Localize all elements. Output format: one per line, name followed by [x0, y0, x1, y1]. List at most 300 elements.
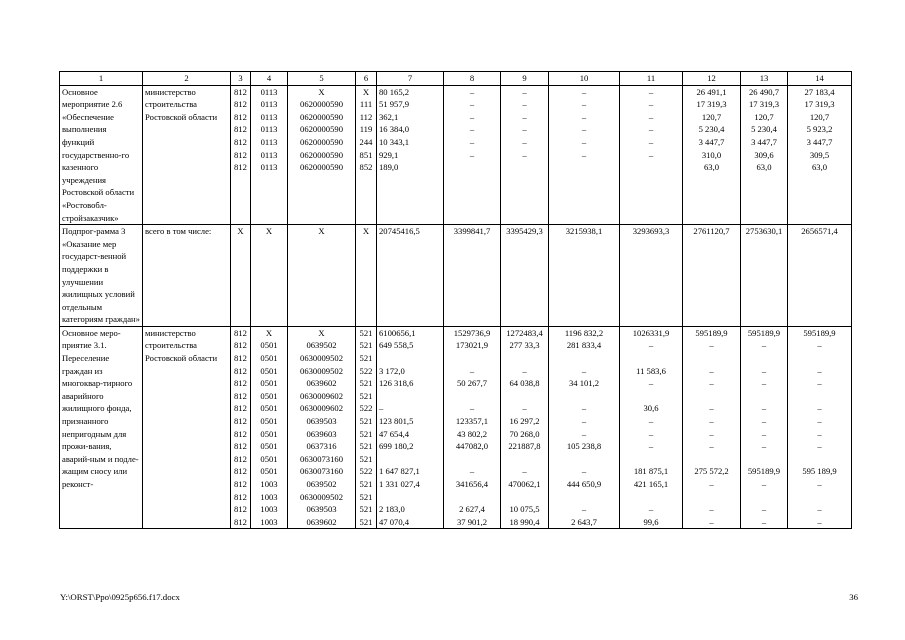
- value-line: 444 650,9: [566, 479, 602, 489]
- col-rz-cell: [251, 326, 288, 529]
- executor-cell: всего в том числе:: [143, 225, 231, 327]
- value-line: 0630073160: [300, 466, 343, 477]
- value-line: [379, 390, 441, 403]
- value-line: 5 923,2: [806, 124, 833, 135]
- value-line: 812: [234, 353, 247, 364]
- value-line: 521: [359, 340, 373, 351]
- value-line: 47 654,4: [379, 428, 410, 439]
- value-line: 812: [234, 516, 247, 527]
- value-line: –: [709, 504, 714, 515]
- value-line: 812: [234, 416, 247, 427]
- value-line: 10 075,5: [509, 504, 540, 515]
- value-line: –: [761, 441, 767, 452]
- value-line: 0630073160: [300, 453, 343, 464]
- value-line: 310,0: [701, 149, 722, 160]
- header-cell: 12: [683, 72, 741, 86]
- value-line: 17 319,3: [804, 99, 835, 110]
- value-line: –: [648, 340, 654, 351]
- value-line: 50 267,7: [456, 378, 488, 389]
- value-line: 309,6: [754, 149, 774, 160]
- value-line: –: [817, 340, 822, 351]
- header-cell: 6: [356, 72, 377, 86]
- value-line: 0620000590: [300, 124, 343, 135]
- value-line: [622, 352, 680, 365]
- value-line: 649 558,5: [379, 340, 414, 351]
- file-path: Y:\ORST\Ppo\0925p656.f17.docx: [60, 592, 180, 602]
- value-line: [446, 491, 498, 504]
- value-line: 362,1: [379, 111, 399, 122]
- value-line: 812: [234, 466, 247, 477]
- col-rz-cell: [251, 225, 288, 327]
- value-line: 277 33,3: [509, 340, 540, 351]
- value-line: [622, 390, 680, 403]
- value-line: 2 627,4: [459, 504, 485, 515]
- value-line: 0620000590: [300, 136, 343, 147]
- value-line: 812: [234, 504, 247, 515]
- value-line: –: [581, 365, 587, 376]
- executor-cell: министерство строительства Ростовской области: [143, 326, 231, 529]
- value-line: 3215938,1: [565, 226, 603, 237]
- value-line: 2 183,0: [379, 504, 405, 515]
- col-y2017-cell: [620, 326, 683, 529]
- value-line: –: [581, 504, 587, 515]
- value-line: 929,1: [379, 149, 399, 160]
- value-line: 0113: [260, 99, 278, 110]
- value-line: –: [709, 365, 714, 376]
- program-name-cell: Подпрог-рамма 3 «Оказание мер государст-венной поддержки в улучшении жилищных условий отдельным категориям граждан»: [60, 225, 143, 327]
- value-line: 521: [359, 491, 373, 502]
- value-line: 812: [234, 124, 247, 135]
- value-line: –: [648, 99, 654, 110]
- value-line: –: [522, 365, 527, 376]
- value-line: 0113: [260, 162, 278, 173]
- value-line: –: [709, 428, 714, 439]
- value-line: –: [709, 441, 714, 452]
- program-block-row: [60, 225, 852, 327]
- value-line: –: [581, 149, 587, 160]
- col-y2014-cell: [444, 85, 501, 225]
- value-line: –: [522, 99, 527, 110]
- value-line: 0630009502: [300, 491, 343, 502]
- value-line: 812: [234, 99, 247, 110]
- header-row: [60, 72, 852, 86]
- value-line: 126 318,6: [379, 378, 414, 389]
- col-gr-cell: [231, 225, 251, 327]
- value-line: X: [318, 226, 325, 237]
- value-line: [551, 390, 617, 403]
- value-line: 0639503: [306, 504, 337, 515]
- value-line: 0639602: [306, 378, 337, 389]
- col-y2020-cell: [788, 85, 852, 225]
- value-line: 0113: [260, 111, 278, 122]
- value-line: 0501: [260, 340, 278, 351]
- col-total-cell: [377, 225, 444, 327]
- value-line: X: [318, 86, 325, 97]
- value-line: 0501: [260, 403, 278, 414]
- value-line: [622, 453, 680, 466]
- value-line: 0620000590: [300, 149, 343, 160]
- value-line: 812: [234, 453, 247, 464]
- value-line: –: [648, 124, 654, 135]
- value-line: 0501: [260, 378, 278, 389]
- value-line: 2761120,7: [693, 226, 730, 237]
- value-line: 0630009502: [300, 353, 343, 364]
- value-line: 16 297,2: [509, 416, 540, 427]
- value-line: 0501: [260, 365, 278, 376]
- value-line: 181 875,1: [633, 466, 669, 477]
- value-line: –: [648, 428, 654, 439]
- value-line: 341656,4: [455, 479, 489, 489]
- value-line: 521: [359, 416, 373, 427]
- col-y2019-cell: [741, 85, 788, 225]
- col-y2017-cell: [620, 225, 683, 327]
- value-line: 0639602: [306, 516, 337, 527]
- value-line: –: [469, 124, 475, 135]
- value-line: [685, 390, 738, 403]
- value-line: [503, 491, 546, 504]
- value-line: –: [581, 466, 587, 477]
- value-line: [685, 453, 738, 466]
- value-line: [551, 161, 617, 174]
- value-line: –: [581, 99, 587, 110]
- value-line: –: [648, 504, 654, 515]
- value-line: –: [522, 403, 527, 414]
- value-line: 0620000590: [300, 162, 343, 173]
- value-line: –: [648, 111, 654, 122]
- col-csr-cell: [288, 225, 356, 327]
- value-line: –: [709, 479, 714, 489]
- value-line: –: [648, 441, 654, 452]
- col-y2019-cell: [741, 225, 788, 327]
- value-line: [446, 161, 498, 174]
- header-cell: 8: [444, 72, 501, 86]
- value-line: 521: [359, 327, 373, 338]
- value-line: 63,0: [811, 162, 828, 173]
- value-line: 3 172,0: [379, 365, 405, 376]
- value-line: 1272483,4: [506, 327, 543, 338]
- value-line: [790, 352, 849, 365]
- value-line: 43 802,2: [456, 428, 488, 439]
- col-gr-cell: [231, 85, 251, 225]
- value-line: X: [318, 327, 325, 338]
- value-line: 16 384,0: [379, 124, 410, 135]
- col-y2016-cell: [549, 85, 620, 225]
- value-line: 27 183,4: [804, 86, 835, 97]
- value-line: –: [761, 428, 767, 439]
- value-line: 470062,1: [508, 479, 541, 489]
- header-cell: 9: [501, 72, 549, 86]
- value-line: 521: [359, 428, 373, 439]
- value-line: –: [469, 99, 475, 110]
- value-line: 0639503: [306, 416, 337, 427]
- col-y2019-cell: [741, 326, 788, 529]
- value-line: –: [469, 403, 475, 414]
- value-line: [446, 352, 498, 365]
- value-line: –: [379, 403, 384, 414]
- header-cell: 7: [377, 72, 444, 86]
- value-line: 189,0: [379, 162, 399, 173]
- value-line: 173021,9: [455, 340, 489, 351]
- value-line: [379, 352, 441, 365]
- value-line: 5 230,4: [751, 124, 777, 135]
- value-line: 0113: [260, 136, 278, 147]
- value-line: –: [522, 149, 527, 160]
- program-name-cell: Основное меро-приятие 3.1. Переселение граждан из многоквар-тирного аварийного жилищного фонда, признанного непригодным для прожи-вания, аварий-ным и подле-жащим сносу или реконст-: [60, 326, 143, 529]
- value-line: [379, 491, 441, 504]
- col-rz-cell: [251, 85, 288, 225]
- value-line: 63,0: [703, 162, 720, 173]
- value-line: [790, 390, 849, 403]
- value-line: 111: [359, 99, 373, 110]
- value-line: 812: [234, 390, 247, 401]
- program-name-cell: Основное мероприятие 2.6 «Обеспечение выполнения функций государственно-го казенного учреждения Ростовской области «Ростовобл-стройзаказчик»: [60, 85, 143, 225]
- value-line: 0501: [260, 441, 278, 452]
- value-line: –: [761, 416, 767, 427]
- value-line: 812: [234, 403, 247, 414]
- program-block-row: [60, 326, 852, 529]
- value-line: 11 583,6: [636, 365, 666, 376]
- value-line: 812: [234, 441, 247, 452]
- value-line: 64 038,8: [509, 378, 540, 389]
- col-y2018-cell: [683, 85, 741, 225]
- value-line: 447082,0: [455, 441, 489, 452]
- header-cell: 10: [549, 72, 620, 86]
- value-line: –: [761, 403, 767, 414]
- value-line: –: [581, 416, 587, 427]
- value-line: –: [648, 378, 654, 389]
- value-line: –: [469, 149, 475, 160]
- value-line: –: [817, 378, 822, 389]
- value-line: –: [581, 403, 587, 414]
- value-line: [685, 491, 738, 504]
- value-line: 812: [234, 491, 247, 502]
- header-cell: 3: [231, 72, 251, 86]
- value-line: 812: [234, 479, 247, 489]
- value-line: 0113: [260, 86, 278, 97]
- header-cell: 11: [620, 72, 683, 86]
- value-line: 0501: [260, 390, 278, 401]
- value-line: [446, 453, 498, 466]
- value-line: X: [265, 226, 273, 237]
- col-total-cell: [377, 326, 444, 529]
- value-line: 812: [234, 136, 247, 147]
- value-line: 522: [359, 365, 373, 376]
- value-line: 63,0: [756, 162, 772, 173]
- value-line: [551, 491, 617, 504]
- value-line: 595189,9: [747, 327, 781, 338]
- value-line: –: [522, 136, 527, 147]
- value-line: 26 490,7: [748, 86, 780, 97]
- value-line: –: [817, 516, 822, 527]
- col-y2016-cell: [549, 326, 620, 529]
- value-line: 0501: [260, 453, 278, 464]
- header-cell: 1: [60, 72, 143, 86]
- value-line: –: [581, 124, 587, 135]
- value-line: [379, 453, 441, 466]
- value-line: 1529736,9: [453, 327, 491, 338]
- value-line: 595189,9: [747, 466, 781, 477]
- col-y2015-cell: [501, 85, 549, 225]
- col-vr-cell: [356, 85, 377, 225]
- value-line: 0501: [260, 428, 278, 439]
- value-line: 521: [359, 441, 373, 452]
- value-line: X: [237, 226, 244, 237]
- value-line: –: [581, 86, 587, 97]
- value-line: 0501: [260, 353, 278, 364]
- value-line: 595189,9: [803, 327, 836, 338]
- value-line: –: [817, 504, 822, 515]
- value-line: 1026331,9: [632, 327, 670, 338]
- col-y2015-cell: [501, 326, 549, 529]
- value-line: 18 990,4: [509, 516, 540, 527]
- col-y2018-cell: [683, 225, 741, 327]
- value-line: 522: [359, 403, 373, 414]
- value-line: 521: [359, 516, 373, 527]
- value-line: [503, 161, 546, 174]
- value-line: 309,5: [809, 149, 830, 160]
- value-line: –: [469, 365, 475, 376]
- value-line: 521: [359, 453, 373, 464]
- value-line: 1196 832,2: [564, 327, 604, 338]
- header-cell: 13: [741, 72, 788, 86]
- value-line: 421 165,1: [633, 479, 669, 489]
- value-line: 51 957,9: [379, 99, 410, 110]
- value-line: –: [581, 111, 587, 122]
- value-line: 34 101,2: [568, 378, 600, 389]
- value-line: 812: [234, 149, 247, 160]
- value-line: 3293693,3: [632, 226, 670, 237]
- value-line: X: [362, 86, 370, 97]
- value-line: 47 070,4: [379, 516, 410, 527]
- value-line: 1003: [260, 504, 278, 515]
- value-line: 105 238,8: [566, 441, 602, 452]
- value-line: 521: [359, 390, 373, 401]
- value-line: –: [648, 149, 654, 160]
- value-line: 221887,8: [508, 441, 541, 452]
- value-line: –: [648, 86, 654, 97]
- value-line: –: [709, 416, 714, 427]
- value-line: 3 447,7: [698, 136, 725, 147]
- value-line: 3395429,3: [506, 226, 543, 237]
- value-line: 1003: [260, 479, 278, 489]
- value-line: 30,6: [643, 403, 659, 414]
- value-line: 521: [359, 378, 373, 389]
- value-line: 0630009602: [300, 403, 343, 414]
- value-line: –: [709, 516, 714, 527]
- value-line: –: [522, 86, 527, 97]
- value-line: [743, 491, 785, 504]
- value-line: 0630009602: [300, 390, 343, 401]
- value-line: –: [469, 466, 475, 477]
- value-line: 99,6: [643, 516, 659, 527]
- col-y2016-cell: [549, 225, 620, 327]
- value-line: –: [761, 365, 767, 376]
- value-line: 812: [234, 327, 247, 338]
- page-number: 36: [849, 592, 858, 602]
- value-line: 812: [234, 428, 247, 439]
- value-line: 112: [359, 111, 373, 122]
- value-line: –: [469, 111, 475, 122]
- value-line: –: [817, 416, 822, 427]
- col-y2017-cell: [620, 85, 683, 225]
- value-line: –: [817, 428, 822, 439]
- value-line: –: [522, 466, 527, 477]
- header-cell: 2: [143, 72, 231, 86]
- value-line: –: [709, 403, 714, 414]
- value-line: –: [761, 378, 767, 389]
- value-line: 119: [359, 124, 373, 135]
- col-csr-cell: [288, 85, 356, 225]
- value-line: 0501: [260, 416, 278, 427]
- value-line: 2656571,4: [801, 226, 838, 237]
- value-line: [503, 453, 546, 466]
- value-line: 123 801,5: [379, 416, 414, 427]
- value-line: 0639603: [306, 428, 337, 439]
- value-line: 0620000590: [300, 99, 343, 110]
- value-line: 812: [234, 378, 247, 389]
- value-line: –: [761, 479, 767, 489]
- value-line: 120,7: [809, 111, 830, 122]
- value-line: 3399841,7: [453, 226, 491, 237]
- col-y2018-cell: [683, 326, 741, 529]
- value-line: –: [581, 428, 587, 439]
- value-line: X: [362, 226, 370, 237]
- value-line: 522: [359, 466, 373, 477]
- value-line: –: [648, 416, 654, 427]
- value-line: 1 647 827,1: [379, 466, 420, 477]
- value-line: –: [761, 516, 767, 527]
- value-line: [503, 352, 546, 365]
- value-line: –: [709, 340, 714, 351]
- value-line: –: [761, 504, 767, 515]
- value-line: –: [581, 136, 587, 147]
- col-y2020-cell: [788, 225, 852, 327]
- col-vr-cell: [356, 225, 377, 327]
- value-line: 812: [234, 340, 247, 351]
- value-line: 10 343,1: [379, 136, 410, 147]
- value-line: 37 901,2: [456, 516, 488, 527]
- value-line: –: [817, 403, 822, 414]
- value-line: –: [522, 111, 527, 122]
- program-block-row: [60, 85, 852, 225]
- value-line: [743, 352, 785, 365]
- value-line: 120,7: [754, 111, 774, 122]
- value-line: 699 180,2: [379, 441, 414, 452]
- value-line: –: [648, 136, 654, 147]
- value-line: 3 447,7: [751, 136, 777, 147]
- value-line: [622, 491, 680, 504]
- value-line: [743, 453, 785, 466]
- value-line: 26 491,1: [696, 86, 727, 97]
- value-line: –: [522, 124, 527, 135]
- value-line: 0620000590: [300, 111, 343, 122]
- value-line: 521: [359, 353, 373, 364]
- header-cell: 4: [251, 72, 288, 86]
- value-line: 812: [234, 86, 247, 97]
- value-line: [503, 390, 546, 403]
- value-line: 0113: [260, 124, 278, 135]
- header-cell: 5: [288, 72, 356, 86]
- value-line: 1 331 027,4: [379, 479, 420, 489]
- value-line: 281 833,4: [566, 340, 602, 351]
- value-line: –: [817, 479, 822, 489]
- value-line: X: [265, 327, 273, 338]
- value-line: 120,7: [701, 111, 722, 122]
- value-line: 521: [359, 479, 373, 489]
- col-y2014-cell: [444, 326, 501, 529]
- value-line: 812: [234, 365, 247, 376]
- value-line: 17 319,3: [748, 99, 780, 110]
